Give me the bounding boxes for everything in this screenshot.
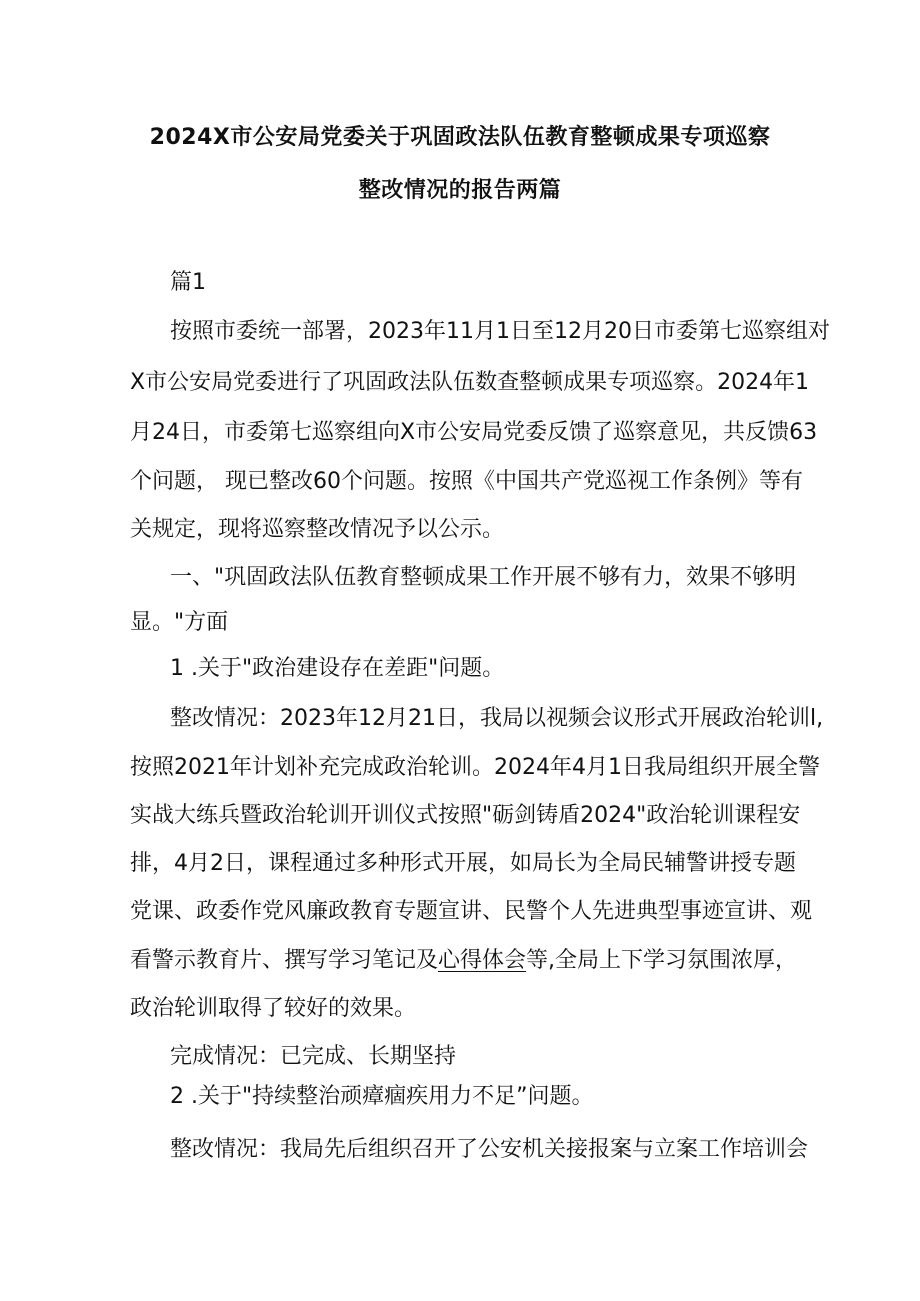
text-segment: 看警示教育片、撰写学习笔记及 bbox=[130, 948, 439, 973]
text-segment: 等,全局上下学习氛围浓厚， bbox=[526, 948, 798, 973]
paragraph-line: 按照2021年计划补充完成政治轮训。2024年4月1日我局组织开展全警 bbox=[130, 755, 820, 780]
paragraph-line: 整改情况：2023年12月21日，我局以视频会议形式开展政治轮训l, bbox=[170, 706, 824, 731]
paragraph-line: 整改情况：我局先后组织召开了公安机关接报案与立案工作培训会 bbox=[170, 1137, 809, 1162]
document-title-line2: 整改情况的报告两篇 bbox=[358, 178, 562, 203]
item-heading: 2 .关于"持续整治顽瘴痼疾用力不足”问题。 bbox=[170, 1084, 594, 1109]
paragraph-line: 月24日，市委第七巡察组向X市公安局党委反馈了巡察意见，共反馈63 bbox=[130, 420, 818, 445]
underlined-link-text: 心得体会 bbox=[438, 948, 527, 973]
paragraph-line bbox=[130, 946, 797, 976]
paragraph-line: 排，4月2日，课程通过多种形式开展，如局长为全局民辅警讲授专题 bbox=[130, 851, 796, 876]
paragraph-line: 个问题， 现已整改60个问题。按照《中国共产党巡视工作条例》等有 bbox=[130, 469, 803, 494]
paragraph-line: 关规定，现将巡察整改情况予以公示。 bbox=[130, 517, 505, 542]
completion-status: 完成情况：已完成、长期坚持 bbox=[170, 1044, 457, 1069]
section-label: 篇1 bbox=[170, 270, 206, 295]
item-heading: 1 .关于"政治建设存在差距"问题。 bbox=[170, 656, 505, 681]
paragraph-line: 实战大练兵暨政治轮训开训仪式按照"砺剑铸盾2024"政治轮训课程安 bbox=[130, 803, 801, 828]
paragraph-line: 按照市委统一部署，2023年11月1日至12月20日市委第七巡察组对 bbox=[170, 319, 830, 344]
document-title-line1: 2024X市公安局党委关于巩固政法队伍教育整顿成果专项巡察 bbox=[149, 125, 771, 150]
section-heading: 一、"巩固政法队伍教育整顿成果工作开展不够有力，效果不够明 bbox=[170, 565, 797, 590]
section-heading-continuation: 显。"方面 bbox=[130, 610, 229, 635]
paragraph-line: 党课、政委作党风廉政教育专题宣讲、民警个人先进典型事迹宣讲、观 bbox=[130, 899, 813, 924]
paragraph-line: X市公安局党委进行了巩固政法队伍数查整顿成果专项巡察。2024年1 bbox=[130, 370, 810, 395]
paragraph-line: 政治轮训取得了较好的效果。 bbox=[130, 996, 417, 1021]
